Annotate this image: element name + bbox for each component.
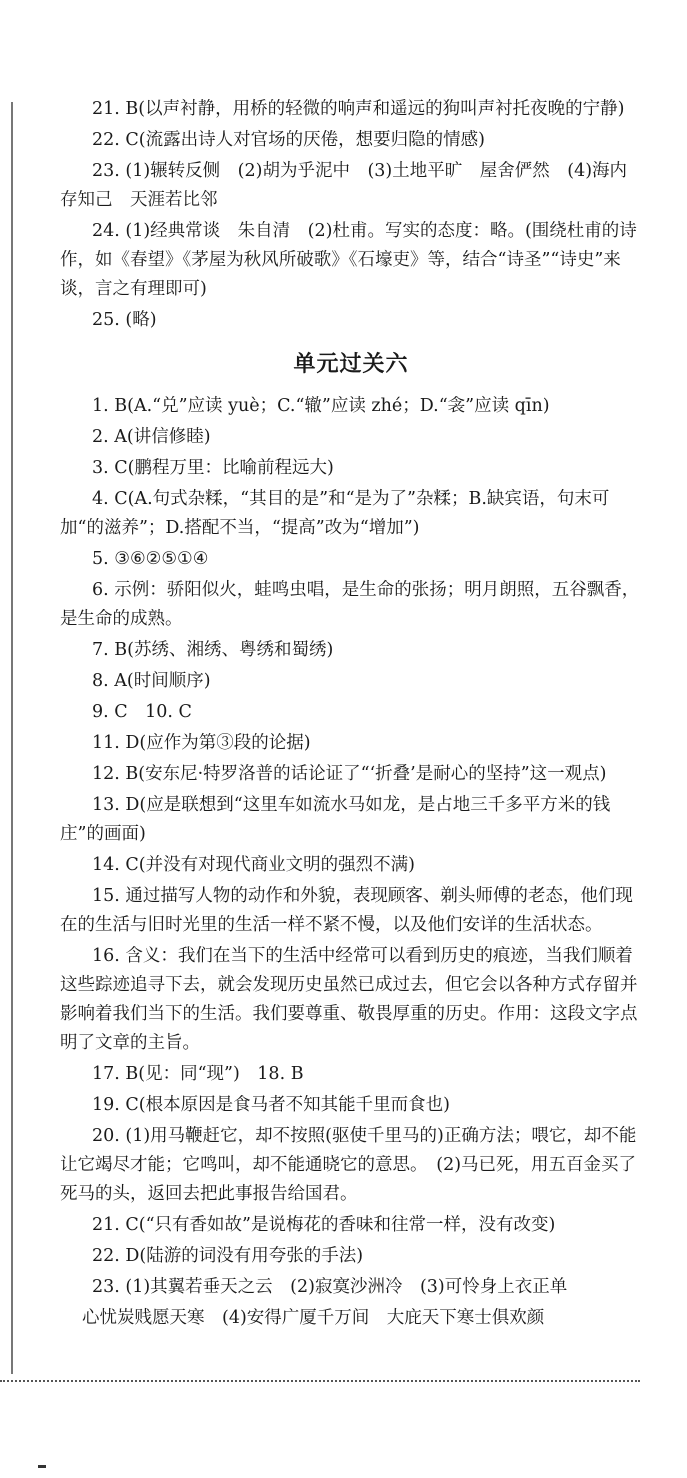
answer-item: 14. C(并没有对现代商业文明的强烈不满): [92, 855, 415, 875]
answer-item: 9. C 10. C: [92, 702, 192, 722]
answer-item: 24. (1)经典常谈 朱自清 (2)杜甫。写实的态度：略。(围绕杜甫的诗作，如《春望》《茅屋为秋风所破歌》《石壕吏》等，结合“诗圣”“诗史”来谈，言之有理即可): [60, 221, 637, 299]
answer-item: 22. C(流露出诗人对官场的厌倦，想要归隐的情感): [92, 130, 485, 150]
margin-rule: [11, 102, 13, 1374]
answer-item-second-line: 心忧炭贱愿天寒 (4)安得广厦千万间 大庇天下寒士俱欢颜: [82, 1308, 545, 1328]
answer-item: 3. C(鹏程万里：比喻前程远大): [92, 458, 334, 478]
answer-item: 23. (1)辗转反侧 (2)胡为乎泥中 (3)土地平旷 屋舍俨然 (4)海内存知己 天涯若比邻: [60, 161, 628, 210]
section-title: 单元过关六: [293, 352, 409, 377]
answer-page: [60, 95, 642, 1335]
answer-item: 4. C(A.句式杂糅，“其目的是”和“是为了”杂糅；B.缺宾语，句末可加“的滋养”；D.搭配不当，“提高”改为“增加”): [60, 489, 610, 538]
answer-item-first-line: 23. (1)其翼若垂天之云 (2)寂寞沙洲冷 (3)可怜身上衣正单: [92, 1277, 568, 1297]
corner-mark: [38, 1465, 46, 1468]
answer-item: 22. D(陆游的词没有用夸张的手法): [92, 1246, 364, 1266]
answer-item: 21. B(以声衬静，用桥的轻微的响声和遥远的狗叫声衬托夜晚的宁静): [92, 99, 625, 119]
answer-item: 6. 示例：骄阳似火，蛙鸣虫唱，是生命的张扬；明月朗照，五谷飘香，是生命的成熟。: [60, 580, 640, 629]
answer-item: 17. B(见：同“现”) 18. B: [92, 1064, 304, 1084]
answer-item: 13. D(应是联想到“这里车如流水马如龙，是占地三千多平方米的钱庄”的画面): [60, 795, 611, 844]
answer-item: 19. C(根本原因是食马者不知其能千里而食也): [92, 1095, 450, 1115]
answer-item: 12. B(安东尼·特罗洛普的话论证了“‘折叠’是耐心的坚持”这一观点): [92, 764, 607, 784]
answer-item: 5. ③⑥②⑤①④: [92, 549, 209, 569]
answer-item: 11. D(应作为第③段的论据): [92, 733, 311, 753]
dotted-divider: [0, 1380, 640, 1382]
answer-item: 8. A(时间顺序): [92, 671, 211, 691]
answer-item: 25. (略): [92, 310, 157, 330]
answer-item: 20. (1)用马鞭赶它，却不按照(驱使千里马的)正确方法；喂它，却不能让它竭尽才能；它鸣叫，却不能通晓它的意思。 (2)马已死，用五百金买了死马的头，返回去把此事报告给国君。: [60, 1126, 637, 1204]
answer-item: 16. 含义：我们在当下的生活中经常可以看到历史的痕迹，当我们顺着这些踪迹追寻下去，就会发现历史虽然已成过去，但它会以各种方式存留并影响着我们当下的生活。我们要尊重、敬畏厚重的历史。作用：这段文字点明了文章的主旨。: [60, 946, 638, 1053]
answer-item: 2. A(讲信修睦): [92, 427, 211, 447]
answer-item: 1. B(A.“兑”应读 yuè；C.“辙”应读 zhé；D.“衾”应读 qīn): [92, 396, 550, 416]
answer-item: 21. C(“只有香如故”是说梅花的香味和往常一样，没有改变): [92, 1215, 556, 1235]
answer-item: 15. 通过描写人物的动作和外貌，表现顾客、剃头师傅的老态，他们现在的生活与旧时光里的生活一样不紧不慢，以及他们安详的生活状态。: [60, 886, 633, 935]
answer-item: 7. B(苏绣、湘绣、粤绣和蜀绣): [92, 640, 334, 660]
